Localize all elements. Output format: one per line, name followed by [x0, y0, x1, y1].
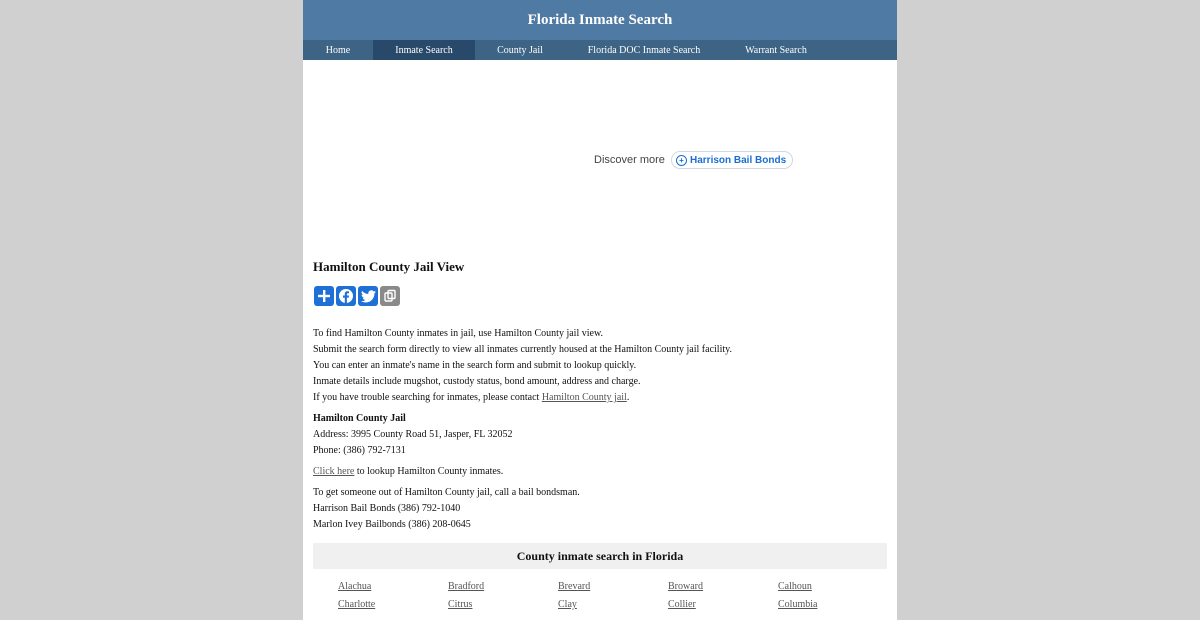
nav-home[interactable]: Home	[325, 44, 351, 56]
click-here-link[interactable]: Click here	[313, 466, 355, 477]
plus-circle-icon: +	[676, 155, 687, 166]
trouble-prefix: If you have trouble searching for inmates, please contact	[313, 392, 542, 403]
bondsman-item: Harrison Bail Bonds (386) 792-1040	[313, 503, 461, 514]
jail-name: Hamilton County Jail	[313, 413, 406, 424]
click-suffix: to lookup Hamilton County inmates.	[354, 466, 504, 477]
county-section-heading	[313, 543, 887, 569]
county-heading-text: County inmate search in Florida	[516, 548, 684, 563]
intro-line: Inmate details include mugshot, custody status, bond amount, address and charge.	[313, 376, 641, 387]
facebook-icon[interactable]	[336, 286, 356, 306]
county-link[interactable]: Citrus	[448, 599, 473, 610]
nav-florida-doc[interactable]: Florida DOC Inmate Search	[587, 44, 701, 56]
intro-line: To find Hamilton County inmates in jail, use Hamilton County jail view.	[313, 328, 604, 339]
county-link[interactable]: Broward	[668, 581, 703, 592]
page	[303, 0, 897, 620]
bondsman-item: Marlon Ivey Bailbonds (386) 208-0645	[313, 519, 471, 530]
jail-address: Address: 3995 County Road 51, Jasper, FL 32052	[313, 429, 513, 440]
county-link[interactable]: Brevard	[558, 581, 591, 592]
nav-inmate-search[interactable]: Inmate Search	[373, 40, 475, 60]
county-link[interactable]: Collier	[668, 599, 696, 610]
bail-intro: To get someone out of Hamilton County jail, call a bail bondsman.	[313, 487, 580, 498]
county-link[interactable]: Alachua	[338, 581, 372, 592]
ad-pill-label: Harrison Bail Bonds	[690, 154, 787, 166]
main-nav	[303, 40, 897, 60]
main-text	[313, 326, 732, 533]
share-buttons	[314, 286, 400, 306]
discover-more-label: Discover more	[594, 154, 665, 166]
ad-area	[303, 60, 897, 244]
trouble-suffix: .	[626, 392, 630, 403]
nav-warrant-search[interactable]: Warrant Search	[745, 44, 807, 56]
trouble-line	[313, 390, 732, 406]
copy-link-icon[interactable]	[380, 286, 400, 306]
county-link[interactable]: Bradford	[448, 581, 485, 592]
jail-phone: Phone: (386) 792-7131	[313, 445, 406, 456]
share-plus-icon[interactable]	[314, 286, 334, 306]
nav-county-jail[interactable]: County Jail	[497, 44, 543, 56]
county-grid	[338, 580, 888, 611]
county-link[interactable]: Charlotte	[338, 599, 376, 610]
hamilton-jail-link[interactable]: Hamilton County jail	[541, 392, 627, 403]
site-header	[303, 0, 897, 40]
click-here-line	[313, 464, 732, 480]
county-link[interactable]: Calhoun	[778, 581, 812, 592]
site-title[interactable]: Florida Inmate Search	[527, 11, 673, 28]
page-title: Hamilton County Jail View	[313, 259, 465, 274]
ad-pill-button[interactable]	[671, 151, 793, 169]
intro-line: Submit the search form directly to view all inmates currently housed at the Hamilton County jail facility.	[313, 344, 732, 355]
twitter-icon[interactable]	[358, 286, 378, 306]
intro-line: You can enter an inmate's name in the search form and submit to lookup quickly.	[313, 360, 637, 371]
county-link[interactable]: Clay	[558, 599, 577, 610]
county-link[interactable]: Columbia	[778, 599, 818, 610]
